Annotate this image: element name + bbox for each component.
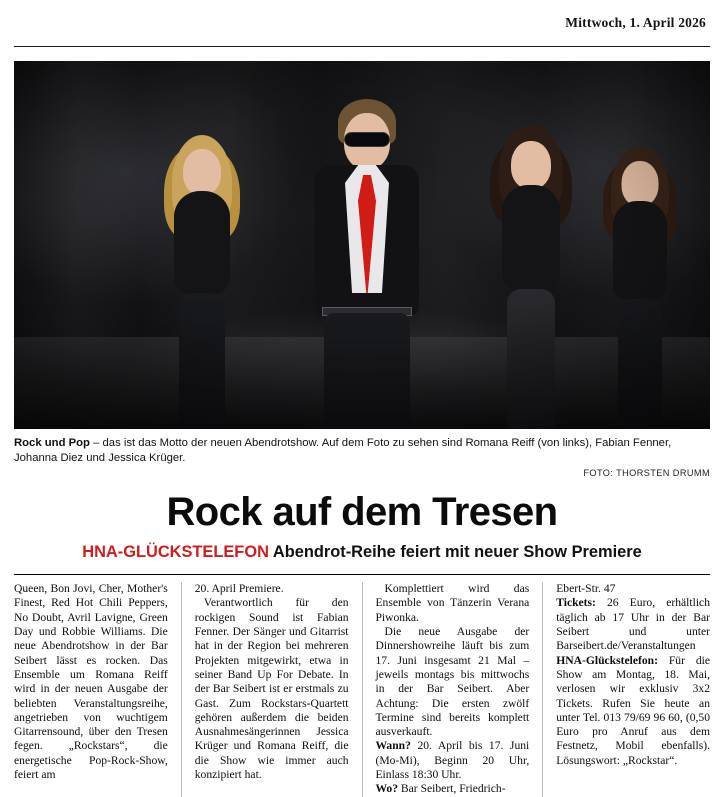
paragraph-tickets (556, 596, 710, 653)
photo-caption-text: – das ist das Motto der neuen Abendrotshow. Auf dem Foto zu sehen sind Romana Reiff (von links), Fabian Fenner, Johanna Diez und Jessica Krüger. (14, 437, 672, 464)
masthead-divider (14, 46, 710, 47)
paragraph-when (375, 739, 529, 782)
column-divider (362, 582, 363, 796)
article-body (14, 574, 710, 796)
article-photo (14, 61, 710, 429)
paragraph: Komplettiert wird das Ensemble von Tänzerin Verana Piwonka. (375, 582, 530, 624)
article-column-4 (556, 582, 710, 796)
label-hotline: HNA-Glückstelefon: (556, 653, 658, 667)
value-where: Bar Seibert, Friedrich- (398, 782, 506, 796)
subline-text: Abendrot-Reihe feiert mit neuer Show Premiere (268, 543, 642, 562)
paragraph: Queen, Bon Jovi, Cher, Mother's Finest, Red Hot Chili Peppers, No Doubt, Avril Lavigne, Green Day und Robbie Williams. Die neue Abendrotshow in der Bar Seibert lässt es rocken. Das Ensemble um Romana Reiff wird in der neuen Ausgabe der beliebten Veranstaltungsreihe, angetrieben von wuchtigem Gitarrensound, über den Tresen fegen. „Rockstars“, die energetische Pop-Rock-Show, feiert am (14, 582, 168, 782)
photo-vignette (14, 61, 710, 429)
article-subline (14, 543, 710, 562)
value-tickets: 26 Euro, erhältlich täglich ab 17 Uhr in der Bar Seibert und unter Barseibert.de/Veranstaltungen (556, 596, 710, 653)
masthead (14, 0, 710, 46)
value-hotline: Für die Show am Montag, 18. Mai, verlosen wir exklusiv 3x2 Tickets. Rufen Sie heute an unter Tel. 013 79/69 96 60, (0,50 Euro pro Anruf aus dem Festnetz, Mobil ebenfalls). Lösungswort: „Rockstar“. (556, 653, 710, 767)
paragraph: 20. April Premiere. (194, 582, 284, 596)
issue-date: Mittwoch, 1. April 2026 (565, 15, 706, 30)
paragraph: Die neue Ausgabe der Dinnershowreihe läuft bis zum 17. Juni insgesamt 21 Mal – jeweils montags bis mittwochs in der Bar Seibert. Aber Achtung: Die ersten zwölf Termine sind bereits komplett ausverkauft. (375, 625, 530, 739)
page-title: Rock auf dem Tresen (166, 490, 558, 535)
subline-kicker: HNA-GLÜCKSTELEFON (82, 543, 269, 562)
paragraph: Verantwortlich für den rockigen Sound ist Fabian Fenner. Der Sänger und Gitarrist hat in der Region bei mehreren Projekten mitgewirkt, etwa in seiner Band Up For Debate. In der Bar Seibert ist er erstmals zu Gast. Zum Rockstars-Quartett gehören außerdem die beiden Ausnahmesängerinnen Jessica Krüger und Romana Reiff, die die Show wie immer auch konzipiert hat. (194, 596, 349, 782)
value-when: 20. April bis 17. Juni (Mo-Mi), Beginn 20 Uhr, Einlass 18:30 Uhr. (375, 739, 530, 782)
article-column-1 (14, 582, 168, 796)
column-divider (181, 582, 182, 796)
label-where: Wo? (375, 782, 399, 796)
paragraph-hotline (556, 654, 710, 768)
photo-caption (14, 436, 710, 465)
article-column-2 (195, 582, 349, 796)
column-divider (542, 582, 543, 796)
paragraph-where (375, 782, 529, 796)
photo-credit: FOTO: THORSTEN DRUMM (583, 468, 710, 479)
paragraph: Ebert-Str. 47 (556, 582, 616, 596)
article-column-3 (375, 582, 529, 796)
label-tickets: Tickets: (556, 596, 596, 610)
photo-caption-lead: Rock und Pop (14, 437, 90, 449)
label-when: Wann? (375, 739, 411, 753)
